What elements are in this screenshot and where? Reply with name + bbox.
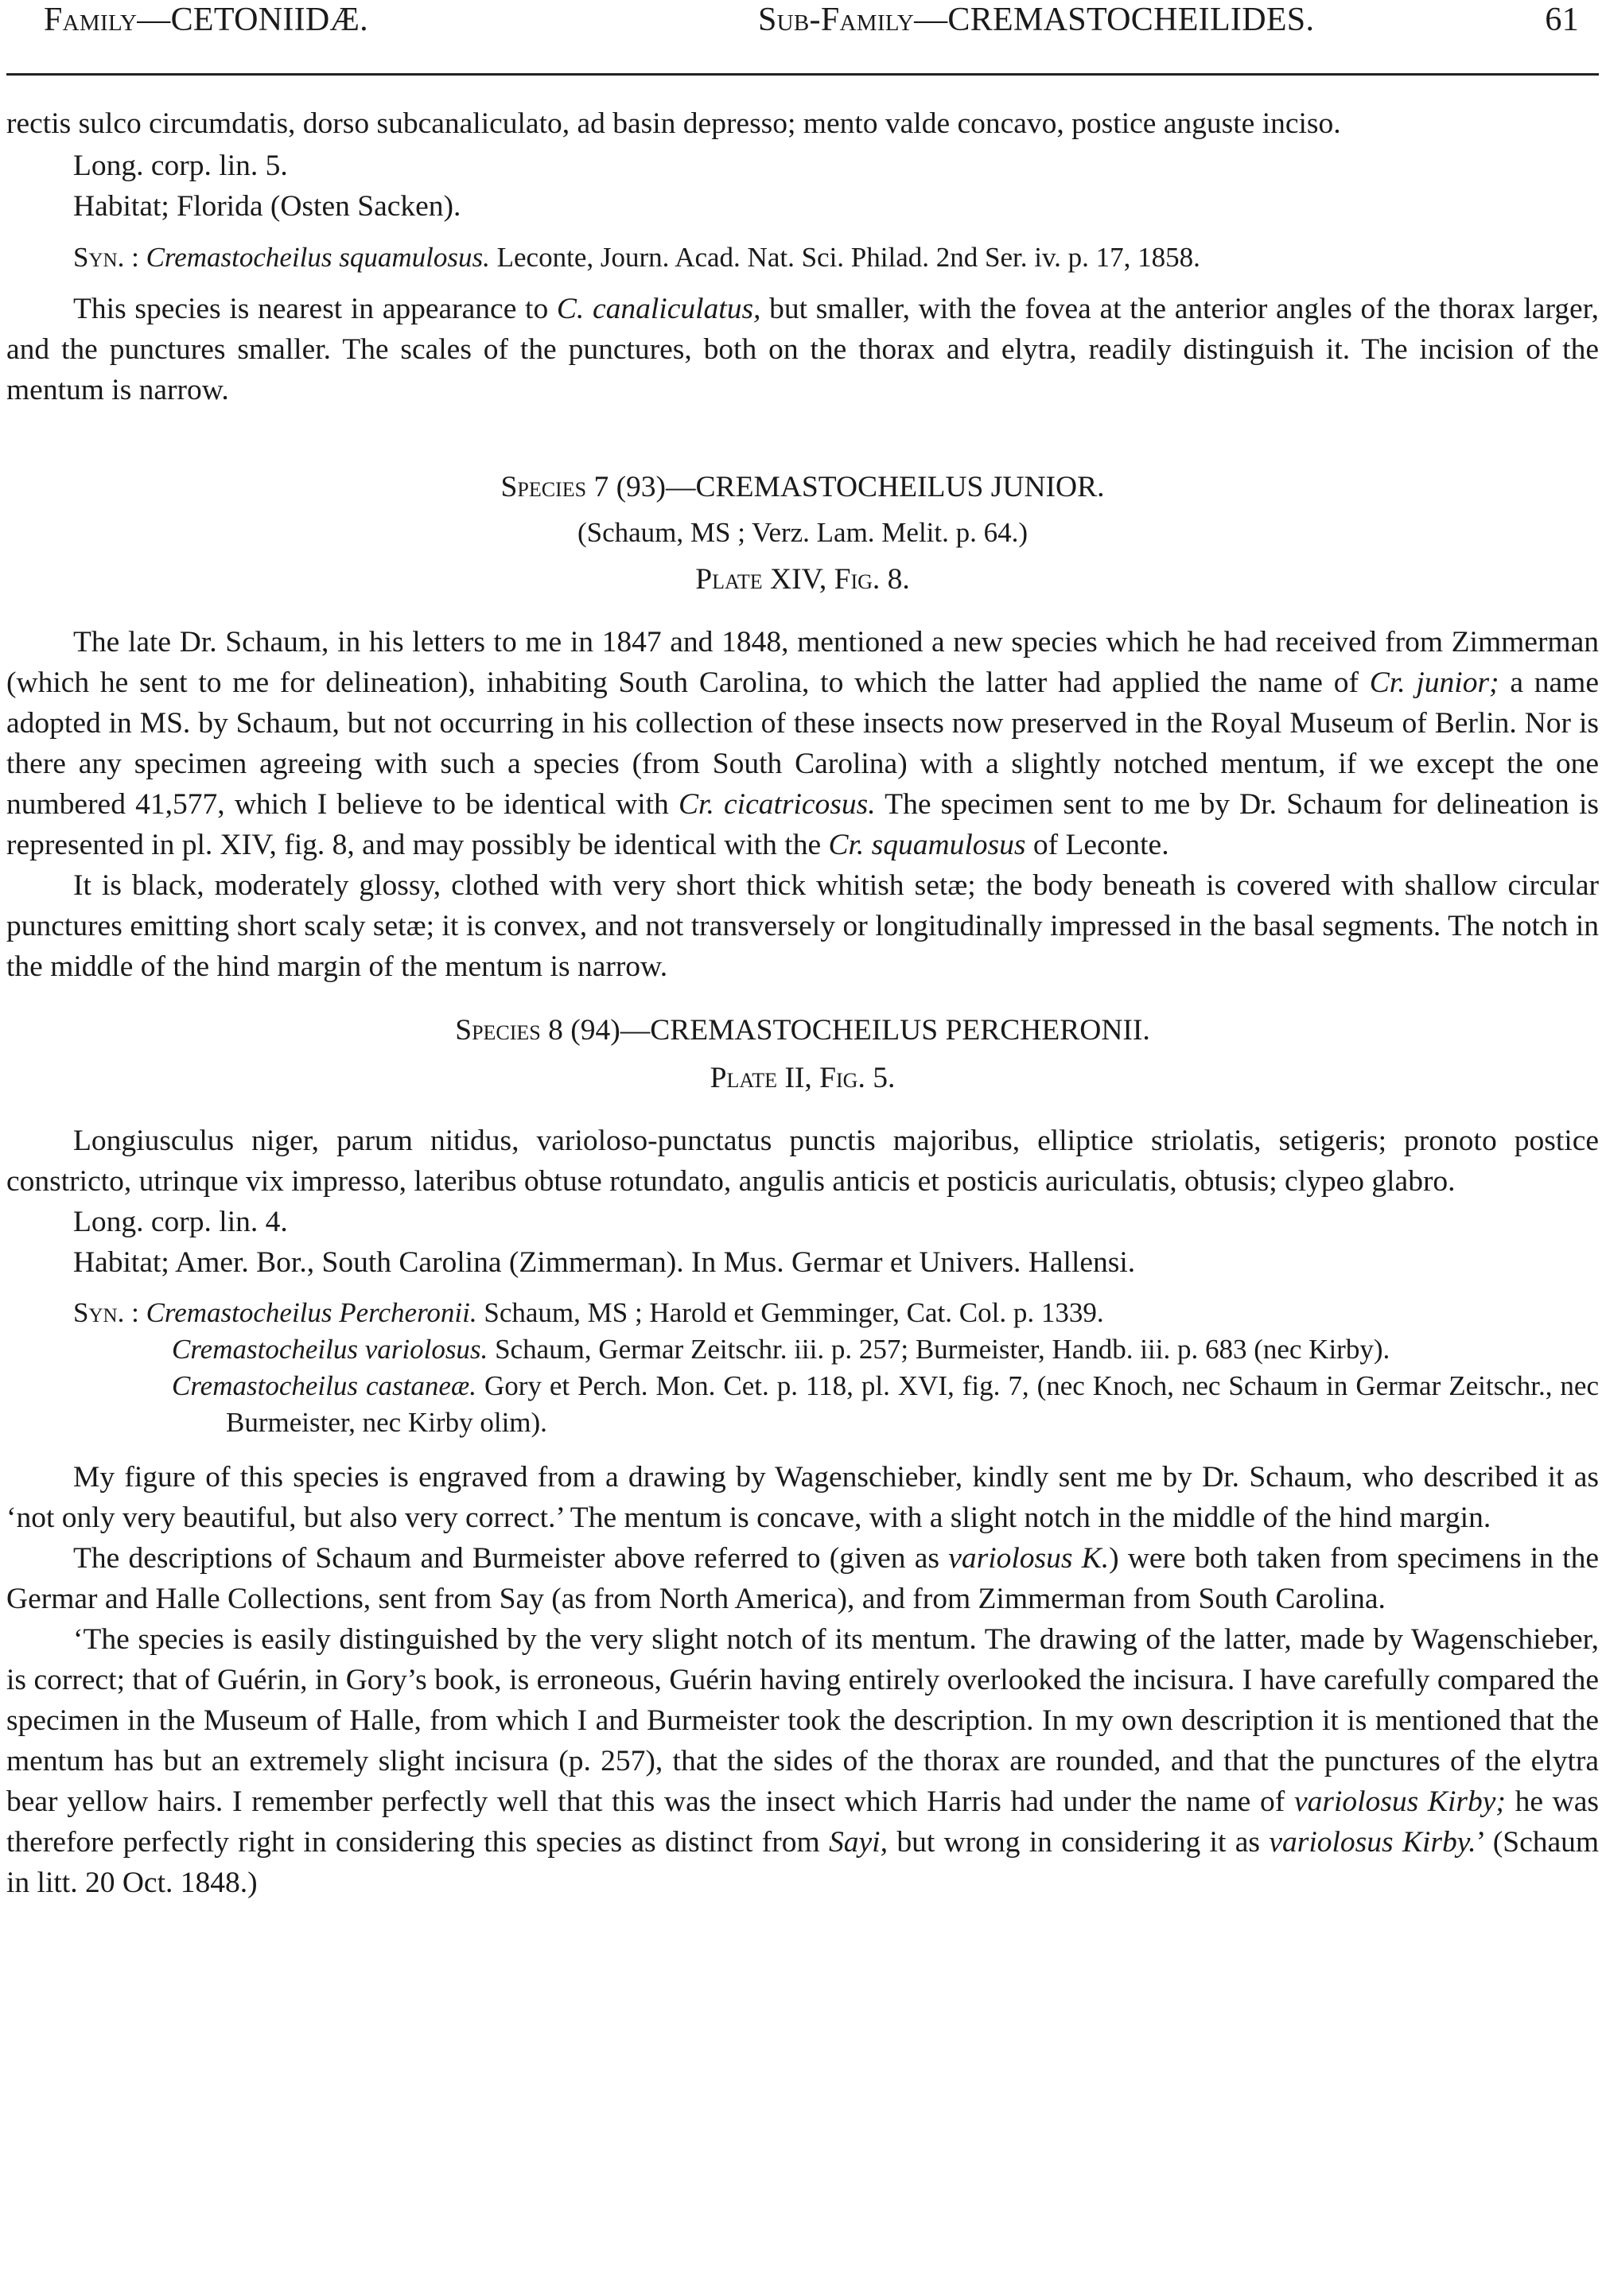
comparison-paragraph bbox=[6, 289, 1599, 410]
text-run: This species is nearest in appearance to bbox=[73, 293, 549, 325]
fig-number: 5. bbox=[873, 1062, 896, 1094]
plate-number: II, bbox=[784, 1062, 812, 1094]
fig-label: Fig. bbox=[819, 1062, 865, 1094]
heading-title: 8 (94)—CREMASTOCHEILUS PERCHERONII. bbox=[548, 1014, 1150, 1047]
species-8-paragraph-2 bbox=[6, 1538, 1599, 1619]
species-7-reference: (Schaum, MS ; Verz. Lam. Melit. p. 64.) bbox=[577, 517, 1029, 548]
species-name: variolosus Kirby; bbox=[1293, 1785, 1506, 1818]
species-8-length: Long. corp. lin. 4. bbox=[73, 1206, 288, 1238]
header-rule bbox=[6, 73, 1599, 76]
heading-label: Species bbox=[455, 1014, 541, 1047]
species-name: Cr. junior; bbox=[1369, 666, 1499, 699]
body-length: Long. corp. lin. 5. bbox=[73, 150, 288, 182]
plate-label: Plate bbox=[695, 563, 763, 596]
page-number: 61 bbox=[1545, 2, 1579, 38]
text-run: of Leconte. bbox=[1032, 829, 1169, 861]
text-run: The late Dr. Schaum, in his letters to me in 1847 and 1848, mentioned a new species which he had received from Zimmerman (which he sent to me for delineation), inhabiting South Carolina, to which the latter had applied the name of bbox=[6, 626, 1599, 699]
text-run: ‘The species is easily distinguished by the very slight notch of its mentum. The drawing of the latter, made by Wagenschieber, is correct; that of Guérin, in Gory’s book, is erroneous, Guérin having entirely overlooked the incisura. I have carefully compared the specimen in the Museum of Halle, from which I and Burmeister took the description. In my own description it is mentioned that the mentum has but an extremely slight incisura (p. 257), that the sides of the thorax are rounded, and that the punctures of the elytra bear yellow hairs. I remember perfectly well that this was the insect which Harris had under the name of bbox=[6, 1623, 1599, 1818]
heading-title: 7 (93)—CREMASTOCHEILUS JUNIOR. bbox=[593, 471, 1105, 503]
species-8-synonymy-1 bbox=[6, 1295, 1599, 1331]
plate-label: Plate bbox=[710, 1062, 778, 1094]
text-run: The specimen sent to me by Dr. Schaum for delineation is represented in pl. XIV, fig. 8, and may possibly be identical with the bbox=[6, 788, 1600, 861]
text-run: but wrong in considering it as bbox=[896, 1826, 1260, 1859]
syn-reference: Gory et Perch. Mon. Cet. p. 118, pl. XVI, fig. 7, (nec Knoch, nec Schaum in Germar Zeitschr., nec Burmeister, nec Kirby olim). bbox=[226, 1370, 1599, 1438]
syn-label: Syn. : bbox=[73, 242, 139, 273]
fig-label: Fig. bbox=[834, 563, 881, 596]
species-8-synonymy-2 bbox=[6, 1331, 1599, 1368]
syn-name: Cremastocheilus Percheronii. bbox=[146, 1297, 477, 1328]
fig-number: 8. bbox=[887, 563, 910, 596]
syn-name: Cremastocheilus castaneæ. bbox=[172, 1370, 476, 1401]
syn-reference: Schaum, MS ; Harold et Gemminger, Cat. Col. p. 1339. bbox=[484, 1297, 1104, 1328]
latin-description-end: rectis sulco circumdatis, dorso subcanaliculato, ad basin depresso; mento valde concavo, postice anguste inciso. bbox=[6, 107, 1341, 140]
syn-name: Cremastocheilus squamulosus. bbox=[146, 242, 490, 273]
page-body bbox=[6, 105, 1599, 1903]
species-8-latin-description: Longiusculus niger, parum nitidus, varioloso-punctatus punctis majoribus, elliptice striolatis, setigeris; pronoto postice constricto, utrinque vix impresso, lateribus obtuse rotundato, angulis anticis et posticis auriculatis, obtusis; clypeo glabro. bbox=[6, 1125, 1599, 1198]
text-run: he was therefore perfectly right in considering this species as distinct from bbox=[6, 1785, 1599, 1859]
plate-number: XIV, bbox=[770, 563, 827, 596]
header-family: Family—CETONIIDÆ. bbox=[44, 2, 368, 38]
species-7-plate bbox=[6, 559, 1599, 600]
header-subfamily: Sub-Family—CREMASTOCHEILIDES. bbox=[758, 2, 1315, 38]
species-8-synonymy-3 bbox=[6, 1368, 1599, 1441]
species-7-paragraph-1 bbox=[6, 622, 1599, 865]
syn-reference: Schaum, Germar Zeitschr. iii. p. 257; Burmeister, Handb. iii. p. 683 (nec Kirby). bbox=[495, 1334, 1390, 1365]
heading-label: Species bbox=[500, 471, 587, 503]
syn-label: Syn. : bbox=[73, 1297, 139, 1328]
text-run: a name adopted in MS. by Schaum, but not occurring in his collection of these insects now preserved in the Royal Museum of Berlin. Nor is there any specimen agreeing with such a species (from South Carolina) with a slightly notched mentum, if we except the one numbered 41,577, which I believe to be identical with bbox=[6, 666, 1599, 821]
species-8-paragraph-3 bbox=[6, 1619, 1599, 1903]
species-8-paragraph-1: My figure of this species is engraved from a drawing by Wagenschieber, kindly sent me by Dr. Schaum, who described it as ‘not only very beautiful, but also very correct.’ The mentum is concave, with a slight notch in the middle of the hind margin. bbox=[6, 1461, 1599, 1534]
species-name: variolosus Kirby. bbox=[1269, 1826, 1476, 1859]
species-8-heading bbox=[6, 1010, 1599, 1051]
species-7-paragraph-2: It is black, moderately glossy, clothed with very short thick whitish setæ; the body beneath is covered with shallow circular punctures emitting short scaly setæ; it is convex, and not transversely or longitudinally impressed in the basal segments. The notch in the middle of the hind margin of the mentum is narrow. bbox=[6, 869, 1599, 983]
synonymy bbox=[6, 239, 1599, 276]
species-7-heading bbox=[6, 467, 1599, 507]
species-8-plate bbox=[6, 1058, 1599, 1098]
running-header bbox=[44, 0, 1579, 43]
habitat: Habitat; Florida (Osten Sacken). bbox=[73, 190, 461, 223]
species-name: Cr. squamulosus bbox=[828, 829, 1026, 861]
text-run: ) were both taken from specimens in the Germar and Halle Collections, sent from Say (as from North America), and from Zimmerman from South Carolina. bbox=[6, 1542, 1599, 1615]
syn-reference: Leconte, Journ. Acad. Nat. Sci. Philad. 2nd Ser. iv. p. 17, 1858. bbox=[496, 242, 1200, 273]
text-run: but smaller, with the fovea at the anterior angles of the thorax larger, and the punctures smaller. The scales of the punctures, both on the thorax and elytra, readily distinguish it. The incision of the mentum is narrow. bbox=[6, 293, 1600, 406]
species-8-habitat: Habitat; Amer. Bor., South Carolina (Zimmerman). In Mus. Germar et Univers. Hallensi. bbox=[73, 1246, 1136, 1279]
species-name: Cr. cicatricosus. bbox=[679, 788, 876, 821]
syn-name: Cremastocheilus variolosus. bbox=[172, 1334, 488, 1365]
text-run: The descriptions of Schaum and Burmeister above referred to (given as bbox=[73, 1542, 939, 1575]
species-name: variolosus K. bbox=[948, 1542, 1110, 1575]
text-run: ’ (Schaum in litt. 20 Oct. 1848.) bbox=[6, 1826, 1600, 1899]
species-name: Sayi, bbox=[829, 1826, 888, 1859]
species-name: C. canaliculatus, bbox=[556, 293, 761, 325]
